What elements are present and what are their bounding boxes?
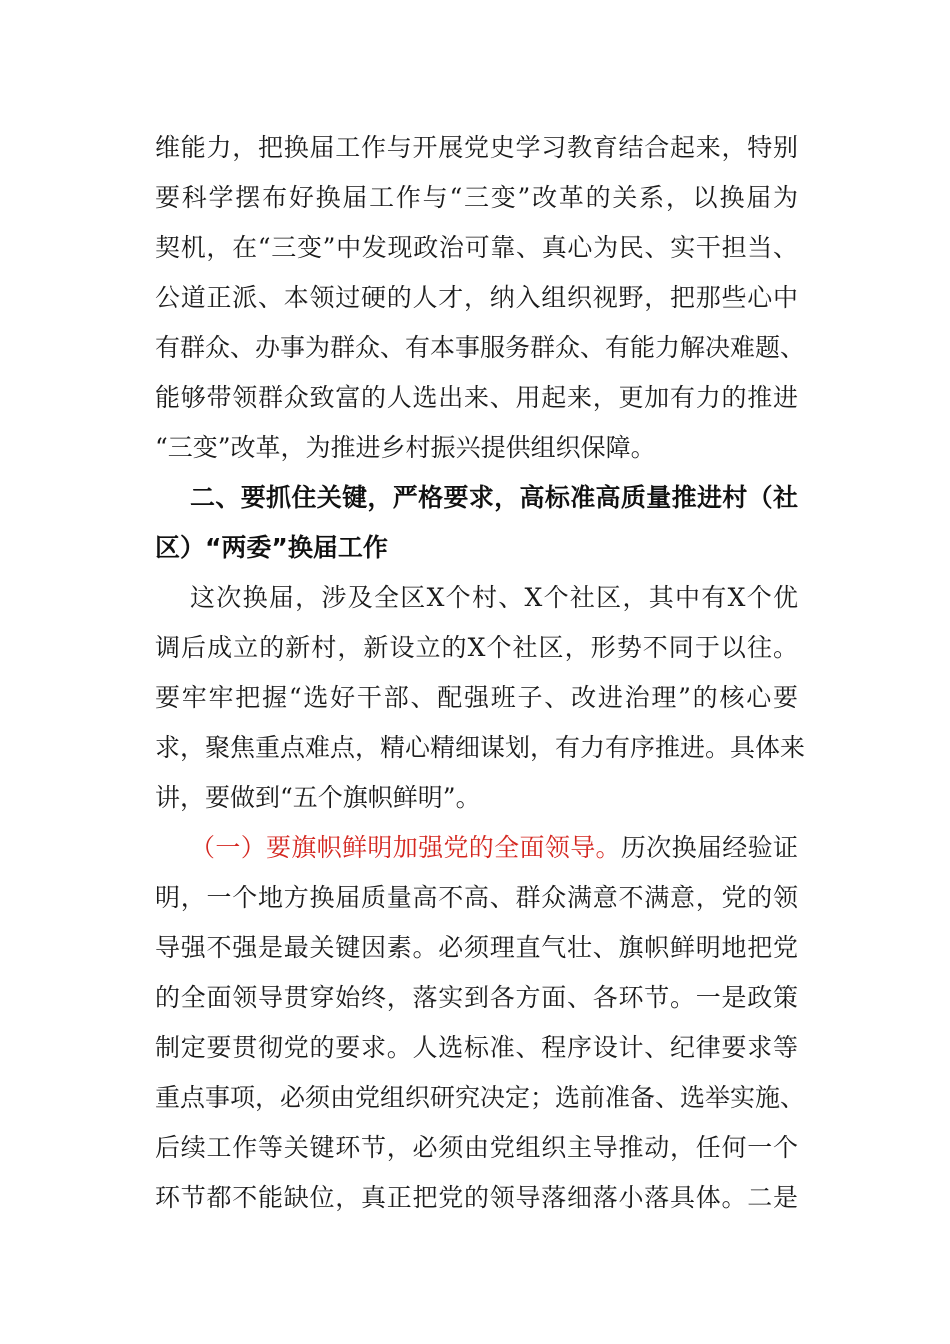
body-text-line: 有群众、办事为群众、有本事服务群众、有能力解决难题、 xyxy=(155,333,806,362)
body-text-line: 维能力，把换届工作与开展党史学习教育结合起来，特别 xyxy=(155,133,798,162)
section-heading: 区）“两委”换届工作 xyxy=(155,533,388,562)
body-text-line: 要科学摆布好换届工作与“三变”改革的关系，以换届为 xyxy=(155,183,798,212)
body-text-line: 明，一个地方换届质量高不高、群众满意不满意，党的领 xyxy=(155,883,798,912)
body-text-line xyxy=(190,828,798,868)
body-text-line: 调后成立的新村，新设立的X个社区，形势不同于以往。 xyxy=(155,633,798,662)
body-text-line: 公道正派、本领过硬的人才，纳入组织视野，把那些心中 xyxy=(155,283,798,312)
body-text-line: 这次换届，涉及全区X个村、X个社区，其中有X个优 xyxy=(190,583,798,612)
body-text-line: 制定要贯彻党的要求。人选标准、程序设计、纪律要求等 xyxy=(155,1033,798,1062)
body-text-line: 重点事项，必须由党组织研究决定；选前准备、选举实施、 xyxy=(155,1083,806,1112)
section-heading: 二、要抓住关键，严格要求，高标准高质量推进村（社 xyxy=(190,483,798,512)
body-text-line: 能够带领群众致富的人选出来、用起来，更加有力的推进 xyxy=(155,383,798,412)
body-text-line: 求，聚焦重点难点，精心精细谋划，有力有序推进。具体来 xyxy=(155,733,806,762)
body-text-span: 历次换届经验证 xyxy=(620,833,798,862)
body-text-line: 要牢牢把握“选好干部、配强班子、改进治理”的核心要 xyxy=(155,683,798,712)
body-text-line: 环节都不能缺位，真正把党的领导落细落小落具体。二是 xyxy=(155,1183,798,1212)
body-text-line: 的全面领导贯穿始终，落实到各方面、各环节。一是政策 xyxy=(155,983,798,1012)
body-text-line: 导强不强是最关键因素。必须理直气壮、旗帜鲜明地把党 xyxy=(155,933,798,962)
body-text-line: 讲，要做到“五个旗帜鲜明”。 xyxy=(155,783,481,812)
body-text-line: 后续工作等关键环节，必须由党组织主导推动，任何一个 xyxy=(155,1133,798,1162)
body-text-line: “三变”改革，为推进乡村振兴提供组织保障。 xyxy=(155,433,656,462)
body-text-line: 契机，在“三变”中发现政治可靠、真心为民、实干担当、 xyxy=(155,233,798,262)
subsection-highlight: （一）要旗帜鲜明加强党的全面领导。 xyxy=(190,833,621,862)
